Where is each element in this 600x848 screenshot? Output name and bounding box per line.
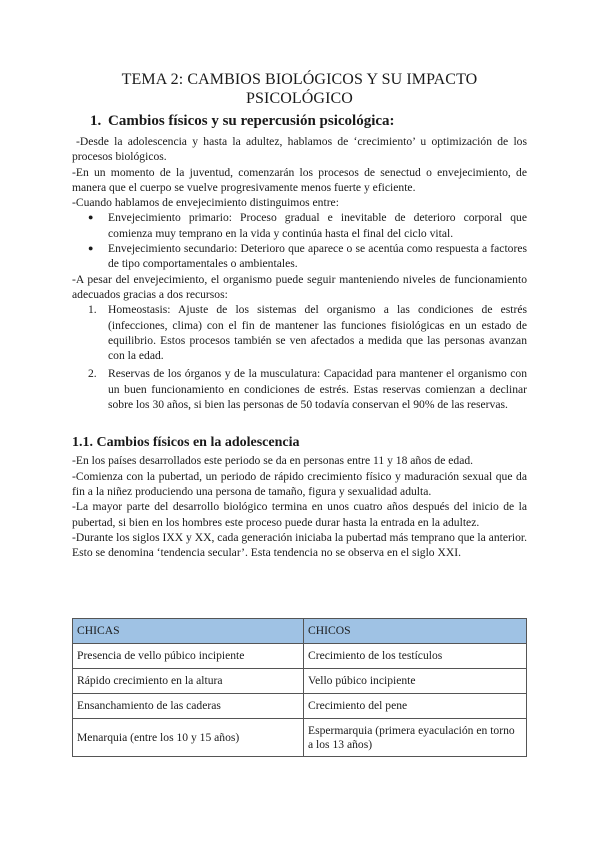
document-page bbox=[72, 70, 527, 560]
title-line-2: PSICOLÓGICO bbox=[246, 90, 353, 107]
table-cell: Rápido crecimiento en la altura bbox=[73, 669, 304, 694]
paragraph: -En un momento de la juventud, comenzarán los procesos de senectud o envejecimiento, de manera que el cuerpo se vuelve progresivamente menos fuerte y eficiente. bbox=[72, 165, 527, 194]
list-item: ● Envejecimiento primario: Proceso gradual e inevitable de deterioro corporal que comienza muy temprano en la vida y continúa hasta el final del ciclo vital. bbox=[88, 211, 527, 240]
table-cell: Menarquia (entre los 10 y 15 años) bbox=[73, 719, 304, 757]
list-item: 2. Reservas de los órganos y de la musculatura: Capacidad para mantener el organismo con un buen funcionamiento en condiciones de estrés. Estas reservas comienzan a declinar sobre los 30 años, si bien las personas de 50 todavía conservan el 90% de las reservas. bbox=[88, 367, 527, 412]
paragraph: -Durante los siglos IXX y XX, cada generación iniciaba la pubertad más temprano que la anterior. Esto se denomina ‘tendencia secular’. Esta tendencia no se observa en el siglo XXI. bbox=[72, 530, 527, 560]
list-item: 1. Homeostasis: Ajuste de los sistemas del organismo a las condiciones de estrés (infecciones, clima) con el fin de mantener las funciones fisiológicas en un estado de equilibrio. Estos procesos también se ven afectados a medida que las personas avanzan con la edad. bbox=[88, 303, 527, 363]
document-title bbox=[72, 70, 527, 108]
paragraph: -Desde la adolescencia y hasta la adultez, hablamos de ‘crecimiento’ u optimización de los procesos biológicos. bbox=[72, 135, 527, 164]
table-cell: Crecimiento de los testículos bbox=[304, 644, 527, 669]
paragraph: -Cuando hablamos de envejecimiento distinguimos entre: bbox=[72, 196, 339, 210]
bullet-icon: ● bbox=[88, 212, 94, 223]
header-chicos: CHICOS bbox=[304, 619, 527, 644]
table-cell: Crecimiento del pene bbox=[304, 694, 527, 719]
table-cell: Presencia de vello púbico incipiente bbox=[73, 644, 304, 669]
aging-types-list bbox=[72, 210, 527, 271]
table-cell: Vello púbico incipiente bbox=[304, 669, 527, 694]
section-1-number: 1. bbox=[90, 113, 102, 129]
table-cell: Espermarquia (primera eyaculación en torno a los 13 años) bbox=[304, 719, 527, 757]
section-1-heading bbox=[90, 112, 527, 130]
table-row bbox=[73, 719, 527, 757]
paragraph: -A pesar del envejecimiento, el organismo puede seguir manteniendo niveles de funcionamiento adecuados gracias a dos recursos: bbox=[72, 272, 527, 301]
table-row bbox=[73, 694, 527, 719]
paragraph: -En los países desarrollados este periodo se da en personas entre 11 y 18 años de edad. bbox=[72, 454, 474, 468]
table-row bbox=[73, 669, 527, 694]
paragraph: -Comienza con la pubertad, un periodo de rápido crecimiento físico y maduración sexual que da fin a la niñez produciendo una persona de tamaño, figura y sexualidad adulta. bbox=[72, 469, 527, 498]
resources-list bbox=[72, 302, 527, 412]
list-item: ● Envejecimiento secundario: Deterioro que aparece o se acentúa como respuesta a factores de tipo comportamentales o ambientales. bbox=[88, 242, 527, 271]
bullet-icon: ● bbox=[88, 243, 94, 254]
table-cell: Ensanchamiento de las caderas bbox=[73, 694, 304, 719]
header-chicas: CHICAS bbox=[73, 619, 304, 644]
puberty-changes-table bbox=[72, 618, 527, 757]
list-marker: 1. bbox=[88, 303, 97, 317]
table-row bbox=[73, 644, 527, 669]
title-line-1: TEMA 2: CAMBIOS BIOLÓGICOS Y SU IMPACTO bbox=[121, 71, 478, 88]
section-1-heading-text: Cambios físicos y su repercusión psicológica: bbox=[108, 113, 395, 129]
table-header-row bbox=[73, 619, 527, 644]
section-1-1-heading: 1.1. Cambios físicos en la adolescencia bbox=[72, 435, 300, 451]
list-marker: 2. bbox=[88, 367, 97, 381]
paragraph: -La mayor parte del desarrollo biológico termina en unos cuatro años después del inicio de la pubertad, si bien en los hombres este proceso puede durar hasta la entrada en la adultez. bbox=[72, 500, 527, 529]
